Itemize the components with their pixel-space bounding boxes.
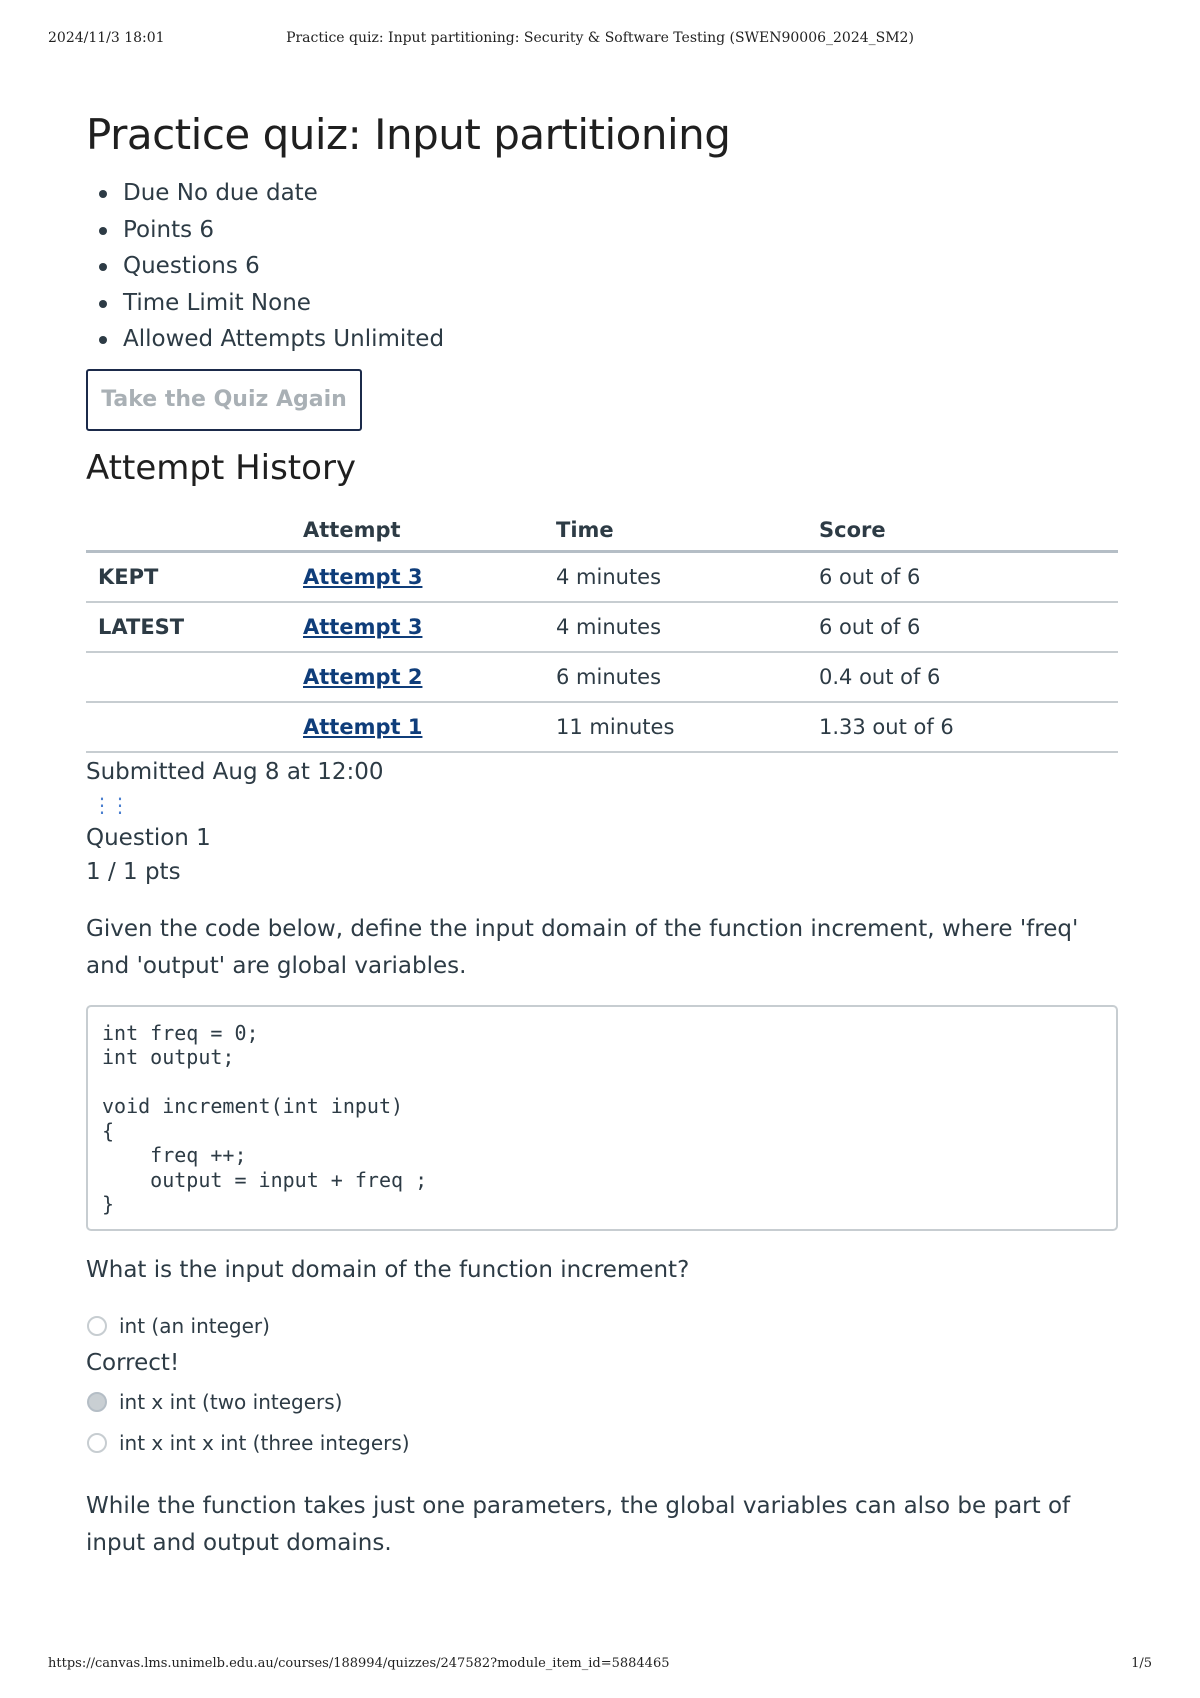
attempt-cell [303,702,556,752]
attempt-history-title: Attempt History [86,447,357,488]
table-row [86,652,1118,702]
attempt-tag [86,652,303,702]
question-name: Question 1 [86,824,211,851]
print-page-title: Practice quiz: Input partitioning: Security & Software Testing (SWEN90006_2024_SM2) [286,30,914,46]
attempt-score: 6 out of 6 [819,602,1118,652]
attempt-tag [86,702,303,752]
detail-points: Points 6 [86,212,1118,249]
submitted-timestamp: Submitted Aug 8 at 12:00 [86,758,384,785]
attempt-link[interactable]: Attempt 3 [303,614,423,639]
column-header-score: Score [819,510,1118,552]
answer-label: int x int (two integers) [119,1389,343,1414]
attempt-tag: KEPT [86,552,303,602]
attempt-history-table [86,510,1118,753]
attempt-score: 1.33 out of 6 [819,702,1118,752]
attempt-time: 4 minutes [556,552,819,602]
table-header-row [86,510,1118,552]
table-row [86,602,1118,652]
attempt-time: 4 minutes [556,602,819,652]
column-header-time: Time [556,510,819,552]
code-block: int freq = 0; int output; void increment(int input) { freq ++; output = input + freq ; } [86,1005,1118,1231]
take-quiz-again-button[interactable]: Take the Quiz Again [86,369,362,431]
correct-answer-label: Correct! [86,1349,180,1376]
attempt-link[interactable]: Attempt 2 [303,664,423,689]
answer-label: int (an integer) [119,1313,270,1338]
attempt-link[interactable]: Attempt 3 [303,564,423,589]
answer-option-selected[interactable] [86,1385,1118,1419]
column-header-attempt: Attempt [303,510,556,552]
answer-option[interactable] [86,1309,1118,1343]
attempt-time: 11 minutes [556,702,819,752]
detail-questions: Questions 6 [86,248,1118,285]
radio-button[interactable] [87,1316,107,1336]
answer-comment: While the function takes just one parameters, the global variables can also be part of input and output domains. [86,1492,1071,1556]
question-points: 1 / 1 pts [86,858,181,885]
detail-time-limit: Time Limit None [86,285,1118,322]
table-row [86,552,1118,602]
page-number: 1/5 [1131,1656,1152,1671]
page-title: Practice quiz: Input partitioning [86,110,731,159]
attempt-cell [303,552,556,602]
attempt-score: 6 out of 6 [819,552,1118,602]
attempt-tag: LATEST [86,602,303,652]
print-url: https://canvas.lms.unimelb.edu.au/courses/188994/quizzes/247582?module_item_id=5884465 [48,1656,670,1671]
detail-due: Due No due date [86,175,1118,212]
attempt-score: 0.4 out of 6 [819,652,1118,702]
answer-list [86,1309,1118,1460]
drag-handle-icon[interactable]: ⋮⋮ [92,792,128,817]
quiz-content [86,110,1118,1562]
column-header-tag [86,510,303,552]
print-header [48,30,1152,50]
attempt-cell [303,602,556,652]
table-row [86,702,1118,752]
print-footer [48,1656,1152,1676]
answer-option[interactable] [86,1426,1118,1460]
radio-button-selected[interactable] [87,1392,107,1412]
detail-allowed-attempts: Allowed Attempts Unlimited [86,321,1118,358]
question-prompt: What is the input domain of the function increment? [86,1256,690,1283]
attempt-cell [303,652,556,702]
answer-label: int x int x int (three integers) [119,1430,410,1455]
quiz-details-list [86,175,1118,358]
print-date: 2024/11/3 18:01 [48,30,165,46]
radio-button[interactable] [87,1433,107,1453]
attempt-link[interactable]: Attempt 1 [303,714,423,739]
question-text: Given the code below, define the input domain of the function increment, where 'freq' and 'output' are global variables. [86,915,1079,979]
attempt-time: 6 minutes [556,652,819,702]
